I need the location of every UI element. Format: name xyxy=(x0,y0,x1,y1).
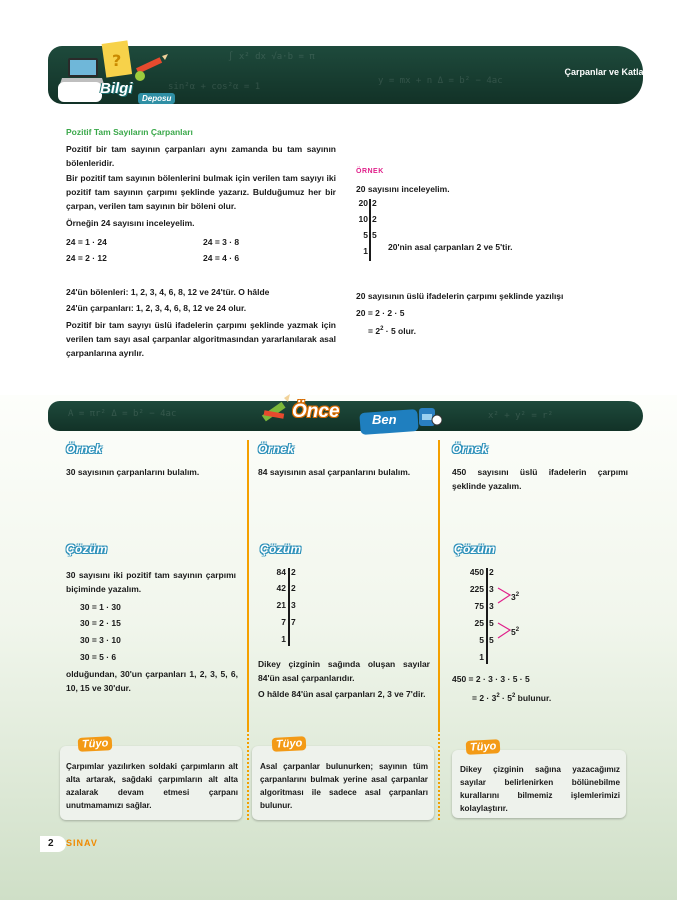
ladder-divisor: 3 xyxy=(489,601,494,611)
col3-tip-text: Dikey çizginin sağına yazacağımız sayılar belirlenirken bölünebilme kurallarını bilmemiz işlemlerimizi kolaylaştırır. xyxy=(460,765,620,813)
info-paragraph-3: Örneğin 24 sayısını inceleyelim. xyxy=(66,218,195,228)
ladder-divisor: 7 xyxy=(291,617,296,627)
section-title-once: Önce xyxy=(292,401,340,422)
info-equation-4: 24 = 4 · 6 xyxy=(203,253,240,263)
column-divider-dotted xyxy=(247,730,249,820)
example-exp-intro: 20 sayısının üslü ifadelerin çarpımı şeklinde yazılışı xyxy=(356,291,564,301)
col1-equation: 30 = 1 · 30 xyxy=(80,602,121,612)
svg-text:?: ? xyxy=(112,51,122,70)
example-exp-equation-2: = $2^2 \cdot 5$ olur. xyxy=(368,325,416,336)
ladder-dividend: 5 xyxy=(479,635,484,645)
col2-cozum-label: Çözüm xyxy=(260,542,302,556)
column-divider xyxy=(438,440,440,730)
section-banner: A = πr² Δ = b² − 4ac x² + y² = r² xyxy=(48,401,643,431)
col1-question: 30 sayısının çarpanlarını bulalım. xyxy=(66,467,200,477)
info-paragraph-6: Pozitif bir tam sayıyı üslü ifadelerin çarpımı şeklinde yazmak için verilen tam sayı asal çarpanlar algoritmasından yararlanılarak asal çarpanlarına ayrılır. xyxy=(66,320,336,358)
col3-group-power: $5^2$ xyxy=(511,626,520,637)
footer-brand: SINAV xyxy=(66,838,98,848)
ladder-dividend: 75 xyxy=(474,601,484,611)
col1-tip-text: Çarpımlar yazılırken soldaki çarpımların alt alta artarak, sağdaki çarpımların alt alta azalarak devam etmesi çarpanı unutmamamızı sağlar. xyxy=(66,762,238,810)
ladder-divisor: 5 xyxy=(372,230,377,240)
example-exp-equation-1: 20 = 2 · 2 · 5 xyxy=(356,308,405,318)
example-intro: 20 sayısını inceleyelim. xyxy=(356,184,450,194)
ladder-dividend: 20 xyxy=(358,198,368,208)
col3-equation-1: 450 = 2 · 3 · 3 · 5 · 5 xyxy=(452,674,530,684)
col1-cozum-label: Çözüm xyxy=(66,542,108,556)
col2-tip-label: Tüyo xyxy=(272,736,307,752)
col1-equation: 30 = 5 · 6 xyxy=(80,652,117,662)
ladder-dividend: 25 xyxy=(474,618,484,628)
col1-solution-text-2: olduğundan, 30'un çarpanları 1, 2, 3, 5, 6, 10, 15 ve 30'dur. xyxy=(66,669,238,693)
ladder-bar xyxy=(486,568,488,664)
pencil-icon xyxy=(258,392,294,432)
col2-ornek-label: Örnek xyxy=(258,442,295,456)
logo-word-deposu: Deposu xyxy=(138,93,175,104)
col3-equation-2: = $2 \cdot 3^2 \cdot 5^2$ bulunur. xyxy=(472,692,552,703)
ladder-divisor: 2 xyxy=(291,583,296,593)
ladder-divisor: 2 xyxy=(291,567,296,577)
col1-solution-text-1: 30 sayısını iki pozitif tam sayının çarpımı biçiminde yazalım. xyxy=(66,570,236,594)
example-note: 20'nin asal çarpanları 2 ve 5'tir. xyxy=(388,242,513,252)
info-paragraph-1: Pozitif bir tam sayının çarpanları aynı zamanda bu tam sayının bölenleridir. xyxy=(66,144,336,168)
pencil-icon xyxy=(130,52,170,82)
note-icon xyxy=(100,38,134,82)
chapter-title: Çarpanlar ve Katlar xyxy=(564,67,647,77)
ladder-divisor: 3 xyxy=(489,584,494,594)
col3-question: 450 sayısını üslü ifadelerin çarpımı şeklinde yazalım. xyxy=(452,467,628,491)
col2-solution-text-2: O hâlde 84'ün asal çarpanları 2, 3 ve 7'dir. xyxy=(258,689,426,699)
col1-equation: 30 = 3 · 10 xyxy=(80,635,121,645)
ladder-divisor: 2 xyxy=(372,214,377,224)
info-equation-1: 24 = 1 · 24 xyxy=(66,237,107,247)
col3-cozum-label: Çözüm xyxy=(454,542,496,556)
ladder-dividend: 7 xyxy=(281,617,286,627)
ladder-divisor: 2 xyxy=(489,567,494,577)
logo-word-bilgi: Bilgi xyxy=(100,80,133,97)
page-number: 2 xyxy=(48,838,54,849)
col2-solution-text-1: Dikey çizginin sağında oluşan sayılar 84'ün asal çarpanlarıdır. xyxy=(258,659,430,683)
logo-backdrop xyxy=(58,82,102,102)
top-banner: ∫ x² dx √a·b = π y = mx + n Δ = b² − 4ac sin²α + cos²α = 1 xyxy=(48,46,643,104)
column-divider xyxy=(247,440,249,730)
school-bag-icon xyxy=(416,402,442,428)
col3-group-power: $3^2$ xyxy=(511,591,520,602)
ladder-divisor: 5 xyxy=(489,635,494,645)
section-title-ben: Ben xyxy=(372,412,397,427)
example-label: ÖRNEK xyxy=(356,168,384,175)
col1-equation: 30 = 2 · 15 xyxy=(80,618,121,628)
col3-ornek-label: Örnek xyxy=(452,442,489,456)
ladder-divisor: 2 xyxy=(372,198,377,208)
info-equation-2: 24 = 3 · 8 xyxy=(203,237,240,247)
ladder-dividend: 1 xyxy=(363,246,368,256)
ladder-dividend: 42 xyxy=(276,583,286,593)
info-paragraph-5: 24'ün çarpanları: 1, 2, 3, 4, 6, 8, 12 ve 24 olur. xyxy=(66,303,247,313)
ladder-dividend: 21 xyxy=(276,600,286,610)
ladder-dividend: 450 xyxy=(469,567,484,577)
info-paragraph-2: Bir pozitif tam sayının bölenlerini bulmak için verilen tam sayıyı iki pozitif tam sayının çarpımı şeklinde yazarız. Bulduğumuz her bir çarpan, verilen tam sayının bir böleni olur. xyxy=(66,173,336,211)
column-divider-dotted xyxy=(438,730,440,820)
ladder-dividend: 1 xyxy=(479,652,484,662)
ladder-dividend: 84 xyxy=(276,567,286,577)
col2-tip-text: Asal çarpanlar bulunurken; sayının tüm çarpanlarını bulmak yerine asal çarpanlar algoritması ile sadece asal çarpanları bulunur. xyxy=(260,762,428,810)
col2-question: 84 sayısının asal çarpanlarını bulalım. xyxy=(258,467,411,477)
info-heading: Pozitif Tam Sayıların Çarpanları xyxy=(66,127,193,137)
col1-tip-label: Tüyo xyxy=(78,736,113,752)
ladder-dividend: 1 xyxy=(281,634,286,644)
col1-ornek-label: Örnek xyxy=(66,442,103,456)
info-paragraph-4: 24'ün bölenleri: 1, 2, 3, 4, 6, 8, 12 ve 24'tür. O hâlde xyxy=(66,287,270,297)
info-equation-3: 24 = 2 · 12 xyxy=(66,253,107,263)
ladder-dividend: 225 xyxy=(469,584,484,594)
col3-tip-label: Tüyo xyxy=(466,739,501,755)
ladder-divisor: 5 xyxy=(489,618,494,628)
ladder-divisor: 3 xyxy=(291,600,296,610)
ladder-dividend: 10 xyxy=(358,214,368,224)
ladder-dividend: 5 xyxy=(363,230,368,240)
